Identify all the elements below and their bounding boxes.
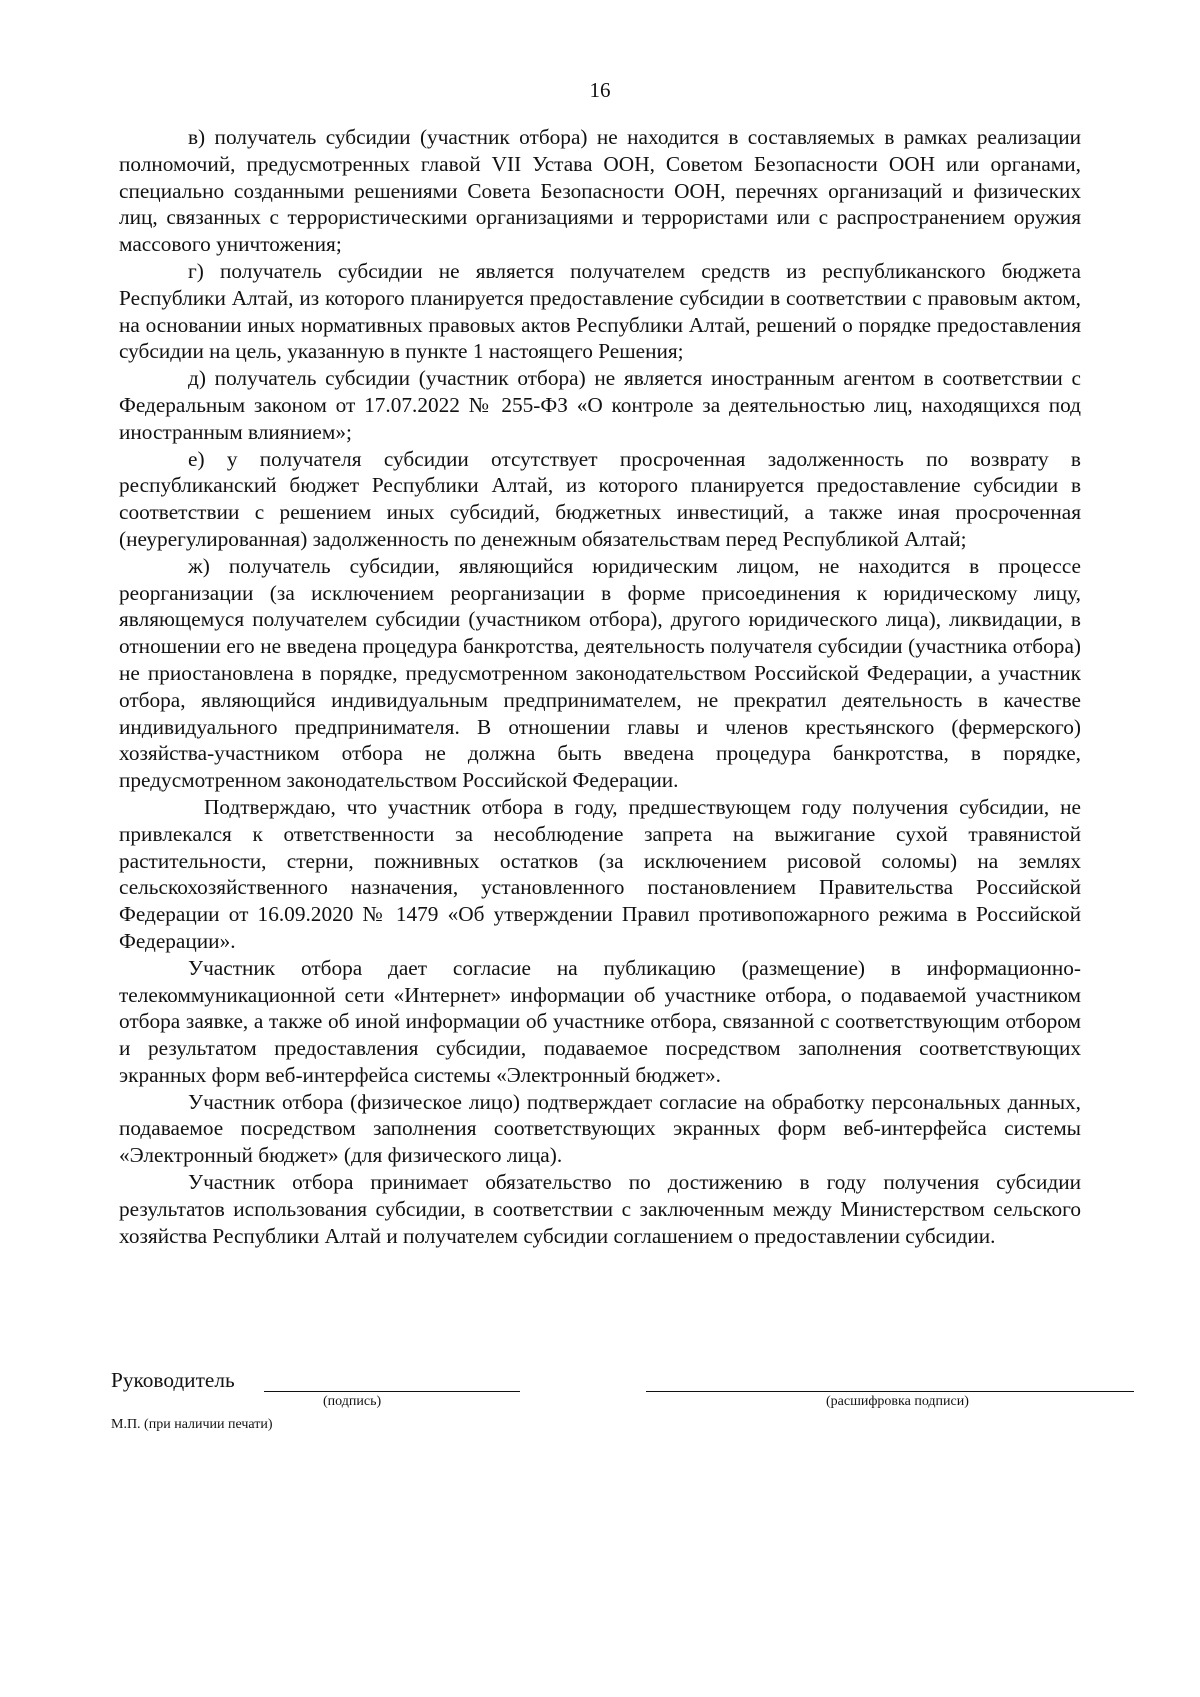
paragraph-confirmation: Подтверждаю, что участник отбора в году, предшествующем году получения субсидии, не привлекался к ответственности за несоблюдение запрета на выжигание сухой травянистой растительности, стерни, пожнивных остатков (за исключением рисовой соломы) на землях сельскохозяйственного назначения, установленного постановлением Правительства Российской Федерации от 16.09.2020 № 1479 «Об утверждении Правил противопожарного режима в Российской Федерации». xyxy=(119,794,1081,953)
signature-caption: (подпись) xyxy=(323,1394,382,1409)
signature-decoding-caption: (расшифровка подписи) xyxy=(826,1394,969,1409)
paragraph-item-zh: ж) получатель субсидии, являющийся юридическим лицом, не находится в процессе реорганизации (за исключением реорганизации в форме присоединения к юридическому лицу, являющемуся получателем субсидии (участником отбора), другого юридического лица), ликвидации, в отношении его не введена процедура банкротства, деятельность получателя субсидии (участника отбора) не приостановлена в порядке, предусмотренном законодательством Российской Федерации, а участник отбора, являющийся индивидуальным предпринимателем, не прекратил деятельность в качестве индивидуального предпринимателя. В отношении главы и членов крестьянского (фермерского) хозяйства-участником отбора не должна быть введена процедура банкротства, в порядке, предусмотренном законодательством Российской Федерации. xyxy=(119,553,1081,793)
paragraph-obligation: Участник отбора принимает обязательство по достижению в году получения субсидии результатов использования субсидии, в соответствии с заключенным между Министерством сельского хозяйства Республики Алтай и получателем субсидии соглашением о предоставлении субсидии. xyxy=(119,1170,1081,1248)
signature-block xyxy=(111,1367,1111,1447)
paragraph-personal-data-consent: Участник отбора (физическое лицо) подтверждает согласие на обработку персональных данных, подаваемое посредством заполнения соответствующих экранных форм веб-интерфейса системы «Электронный бюджет» (для физического лица). xyxy=(119,1089,1081,1168)
paragraph-item-d: д) получатель субсидии (участник отбора) не является иностранным агентом в соответствии с Федеральным законом от 17.07.2022 № 255-ФЗ «О контроле за деятельностью лиц, находящихся под иностранным влиянием»; xyxy=(119,366,1081,444)
signature-label: Руководитель xyxy=(111,1368,235,1392)
signature-line xyxy=(264,1391,520,1392)
signature-decoding-line xyxy=(646,1391,1134,1392)
paragraph-item-g: г) получатель субсидии не является получателем средств из республиканского бюджета Республики Алтай, из которого планируется предоставление субсидии в соответствии с правовым актом, на основании иных нормативных правовых актов Республики Алтай, решений о порядке предоставления субсидии на цель, указанную в пункте 1 настоящего Решения; xyxy=(119,258,1081,364)
paragraph-item-e: е) у получателя субсидии отсутствует просроченная задолженность по возврату в республиканский бюджет Республики Алтай, из которого планируется предоставление субсидии в соответствии с решением иных субсидий, бюджетных инвестиций, а также иная просроченная (неурегулированная) задолженность по денежным обязательствам перед Республикой Алтай; xyxy=(119,446,1081,551)
stamp-note: М.П. (при наличии печати) xyxy=(111,1417,273,1432)
document-body xyxy=(119,124,1081,1249)
paragraph-item-v: в) получатель субсидии (участник отбора) не находится в составляемых в рамках реализации полномочий, предусмотренных главой VII Устава ООН, Советом Безопасности ООН или органами, специально созданными решениями Совета Безопасности ООН, перечнях организаций и физических лиц, связанных с террористическими организациями и террористами или с распространением оружия массового уничтожения; xyxy=(119,125,1081,257)
paragraph-publication-consent: Участник отбора дает согласие на публикацию (размещение) в информационно-телекоммуникационной сети «Интернет» информации об участнике отбора, о подаваемой участником отбора заявке, а также об иной информации об участнике отбора, связанной с соответствующим отбором и результатом предоставления субсидии, подаваемое посредством заполнения соответствующих экранных форм веб-интерфейса системы «Электронный бюджет». xyxy=(119,955,1081,1087)
page-number: 16 xyxy=(589,78,611,102)
